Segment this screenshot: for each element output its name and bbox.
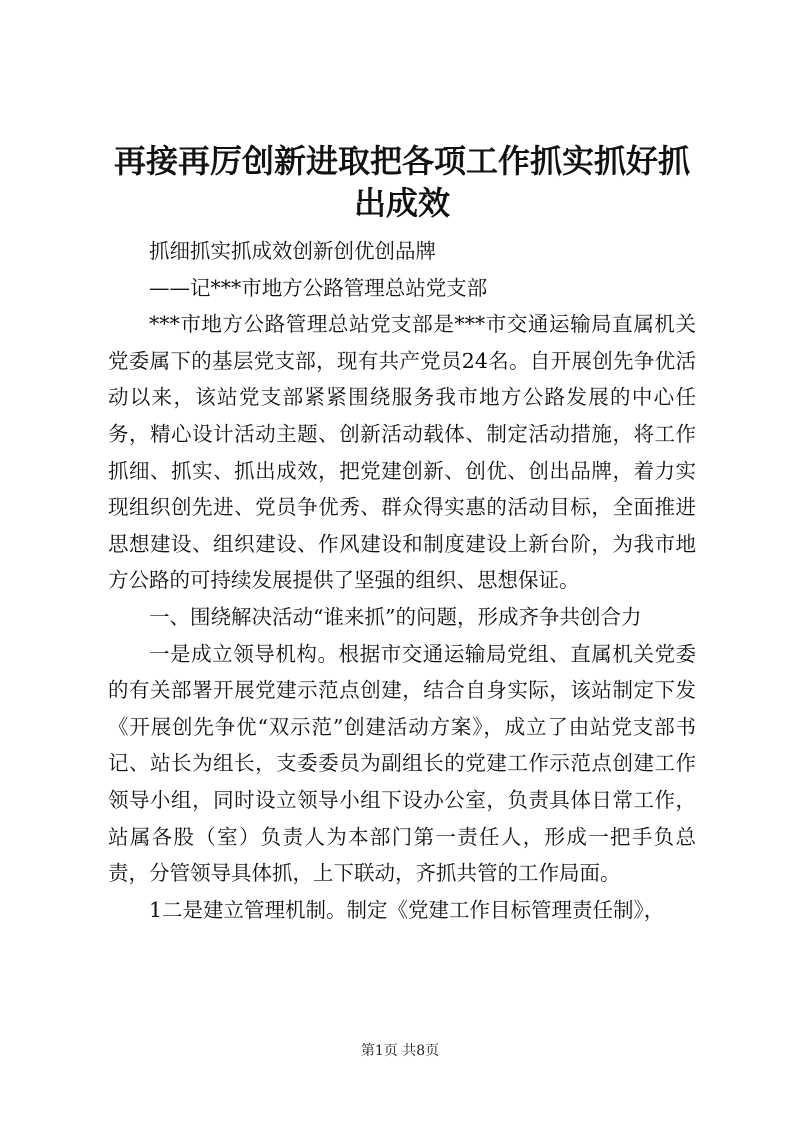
byline: ——记***市地方公路管理总站党支部 xyxy=(149,275,488,300)
document-body xyxy=(108,233,696,928)
paragraph-intro: ***市地方公路管理总站党支部是***市交通运输局直属机关党委属下的基层党支部，现有共产党员24名。自开展创先争优活动以来，该站党支部紧紧围绕服务我市地方公路发展的中心任务，精心设计活动主题、创新活动载体、制定活动措施，将工作抓细、抓实、抓出成效，把党建创新、创优、创出品牌，着力实现组织创先进、党员争优秀、群众得实惠的活动目标，全面推进思想建设、组织建设、作风建设和制度建设上新台阶，为我市地方公路的可持续发展提供了坚强的组织、思想保证。 xyxy=(108,312,696,593)
section-heading-1: 一、围绕解决活动“谁来抓”的问题，形成齐争共创合力 xyxy=(149,604,642,629)
subtitle: 抓细抓实抓成效创新创优创品牌 xyxy=(149,239,436,263)
page-number: 第1页 共8页 xyxy=(360,1043,440,1059)
paragraph-leadership: 一是成立领导机构。根据市交通运输局党组、直属机关党委的有关部署开展党建示范点创建，结合自身实际，该站制定下发《开展创先争优“双示范”创建活动方案》，成立了由站党支部书记、站长为组长，支委委员为副组长的党建工作示范点创建工作领导小组，同时设立领导小组下设办公室，负责具体日常工作，站属各股（室）负责人为本部门第一责任人，形成一把手负总责，分管领导具体抓，上下联动，齐抓共管的工作局面。 xyxy=(108,641,696,886)
document-title: 再接再厉创新进取把各项工作抓实抓好抓出成效 xyxy=(113,142,690,222)
paragraph-mechanism: 1二是建立管理机制。制定《党建工作目标管理责任制》， xyxy=(149,897,665,922)
